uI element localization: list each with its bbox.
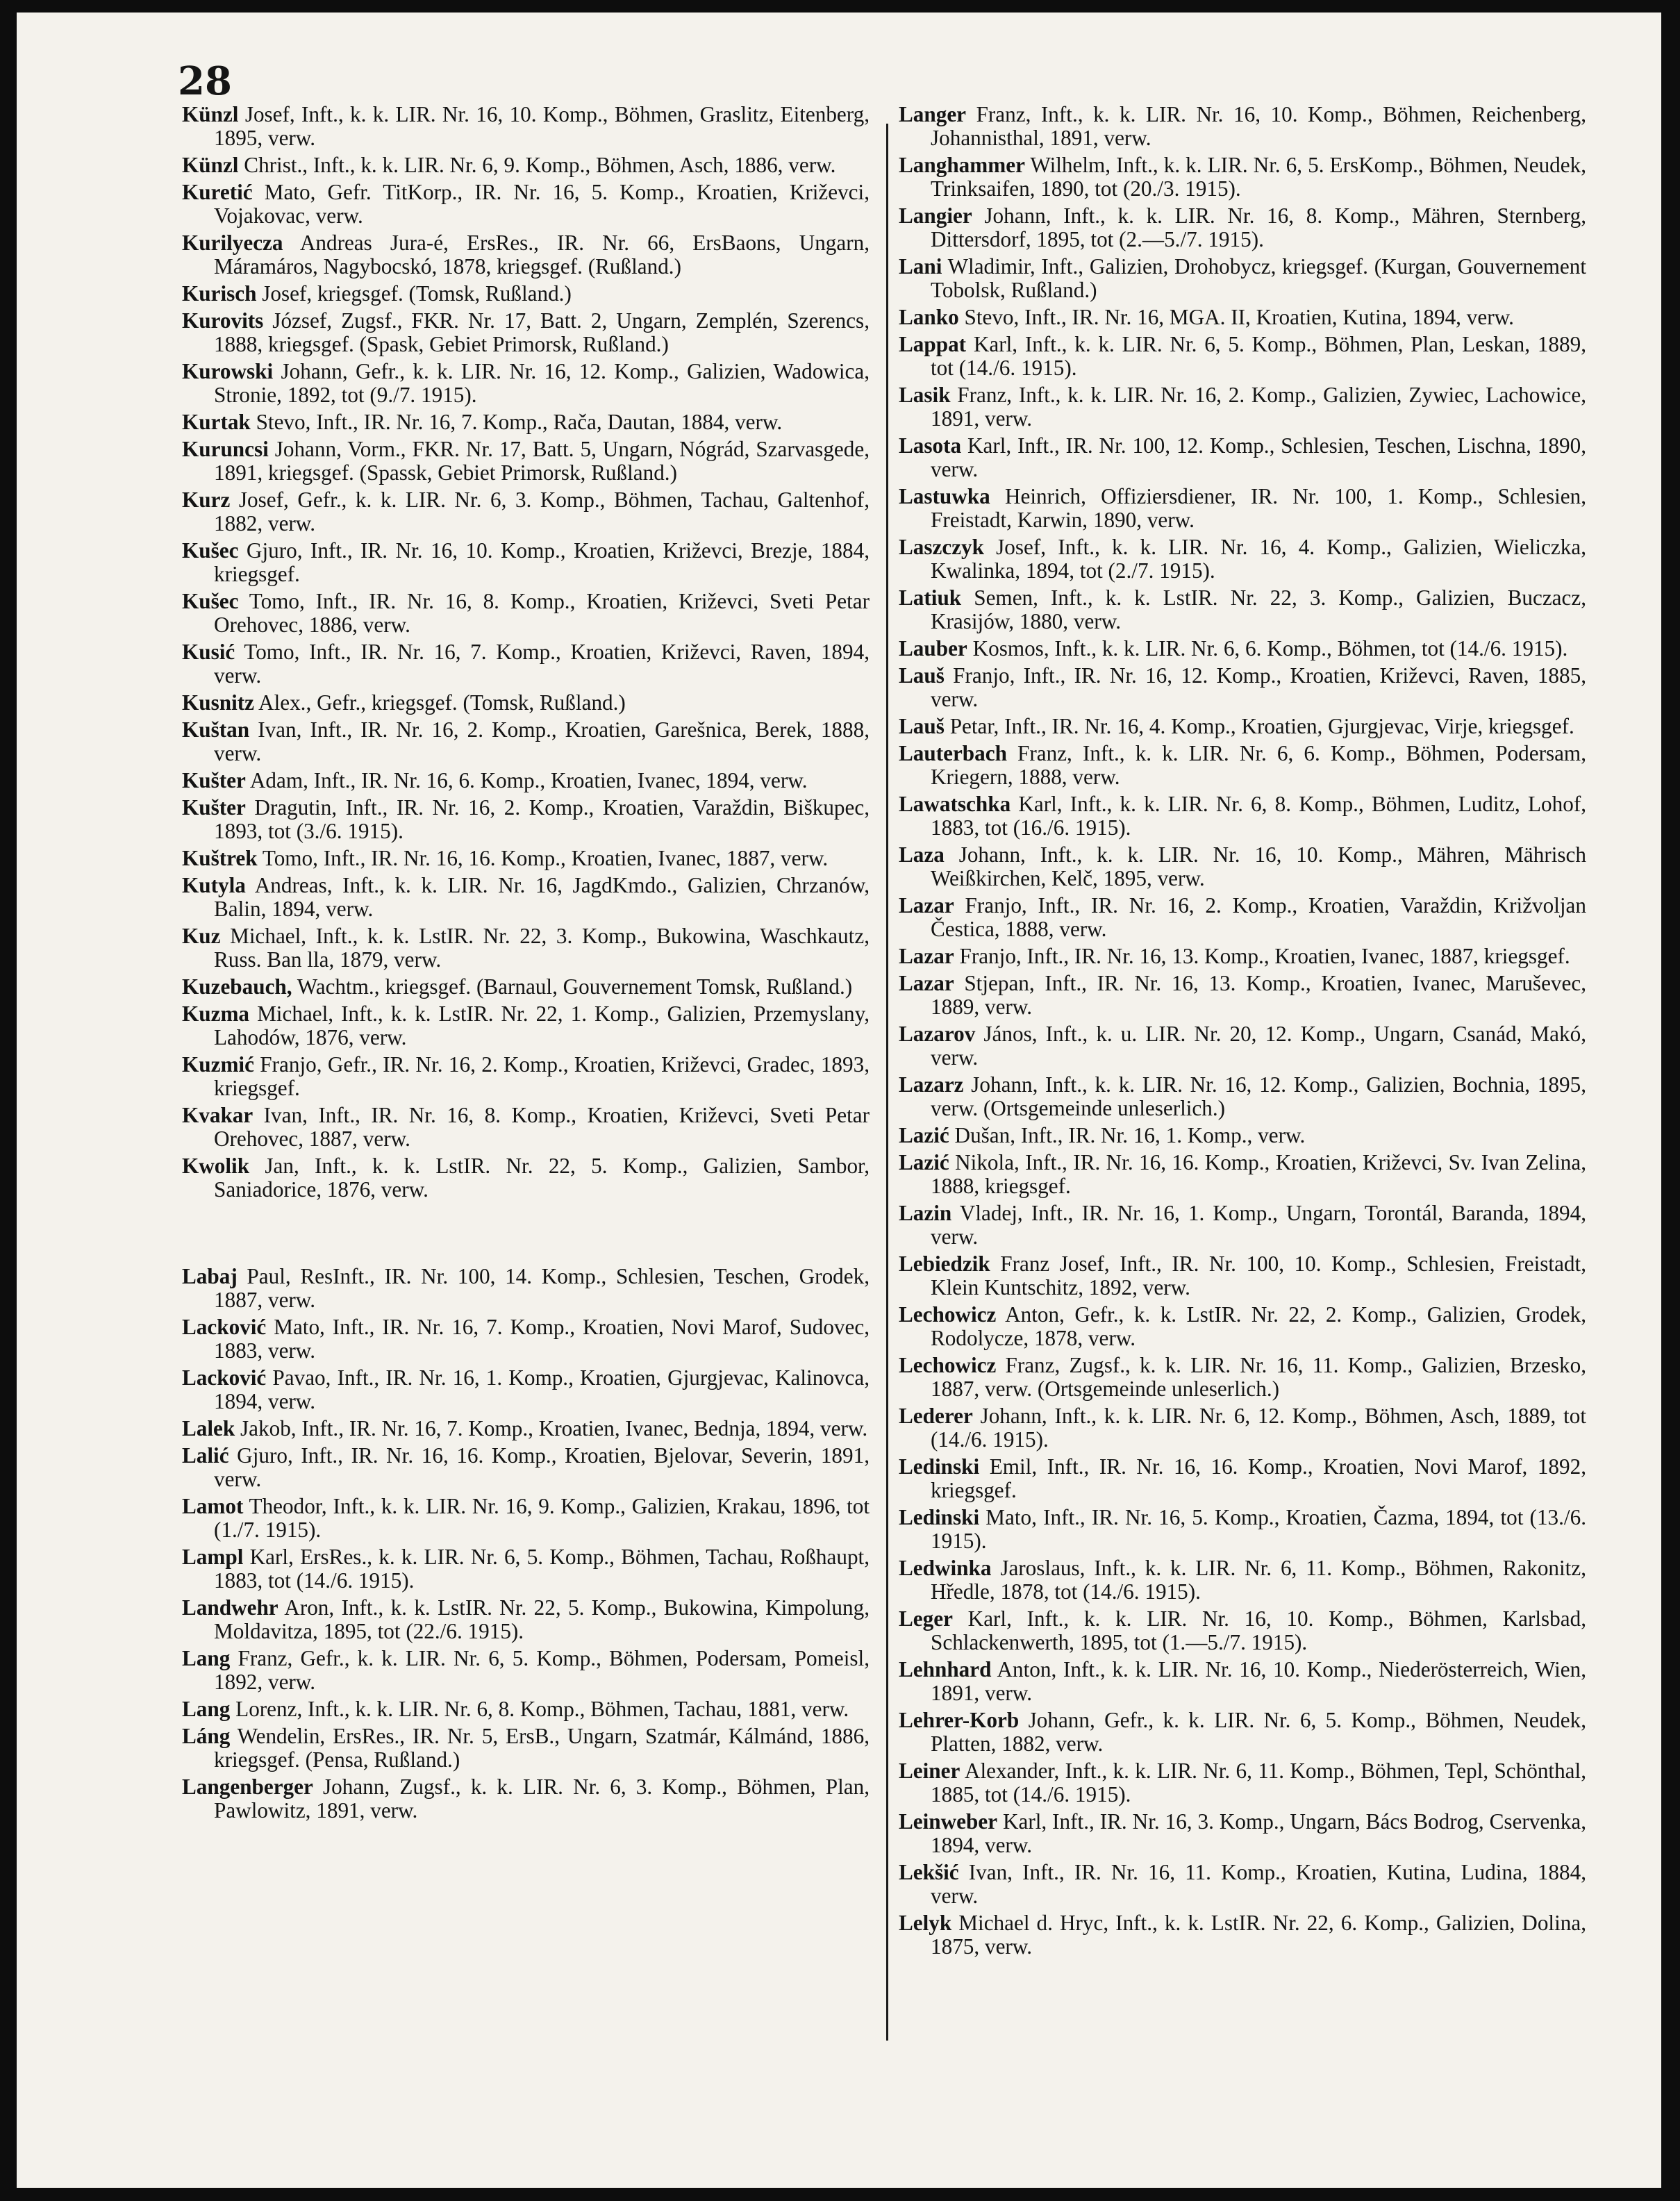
entry-details: Alex., Gefr., kriegsgef. (Tomsk, Rußland.) <box>253 690 626 715</box>
entry-details: Karl, ErsRes., k. k. LIR. Nr. 6, 5. Komp., Böhmen, Tachau, Roßhaupt, 1883, tot (14./6. 1915). <box>214 1545 870 1593</box>
casualty-entry <box>182 1053 870 1100</box>
entry-details: Jan, Inft., k. k. LstIR. Nr. 22, 5. Komp., Galizien, Sambor, Saniadorice, 1876, verw. <box>214 1154 870 1202</box>
entry-details: Emil, Inft., IR. Nr. 16, 16. Komp., Kroatien, Novi Marof, 1892, kriegsgef. <box>931 1454 1586 1502</box>
page <box>17 13 1661 2188</box>
entry-surname: Kwolik <box>182 1154 250 1178</box>
casualty-entry <box>899 1124 1586 1147</box>
entry-surname: Lelyk <box>899 1911 952 1935</box>
casualty-entry <box>899 586 1586 633</box>
entry-details: Stevo, Inft., IR. Nr. 16, MGA. II, Kroatien, Kutina, 1894, verw. <box>958 305 1514 329</box>
entry-details: Josef, Gefr., k. k. LIR. Nr. 6, 3. Komp., Böhmen, Tachau, Galtenhof, 1882, verw. <box>214 488 870 535</box>
entry-surname: Lazić <box>899 1150 949 1174</box>
entry-details: Stevo, Inft., IR. Nr. 16, 7. Komp., Rača, Dautan, 1884, verw. <box>250 410 783 434</box>
page-number: 28 <box>178 58 232 104</box>
casualty-entry <box>899 945 1586 968</box>
entry-surname: Leiner <box>899 1759 960 1783</box>
entry-surname: Laza <box>899 842 945 867</box>
entry-details: Johann, Vorm., FKR. Nr. 17, Batt. 5, Ungarn, Nógrád, Szarvasgede, 1891, kriegsgef. (Spassk, Gebiet Primorsk, Rußland.) <box>214 437 870 485</box>
entry-surname: Lanko <box>899 305 959 329</box>
entry-details: Christ., Inft., k. k. LIR. Nr. 6, 9. Komp., Böhmen, Asch, 1886, verw. <box>238 153 836 177</box>
entry-details: Josef, Inft., k. k. LIR. Nr. 16, 4. Komp., Galizien, Wieliczka, Kwalinka, 1894, tot (2./7. 1915). <box>931 535 1586 583</box>
casualty-entry <box>182 1725 870 1772</box>
entry-surname: Kurowski <box>182 359 274 383</box>
entry-details: Josef, Inft., k. k. LIR. Nr. 16, 10. Komp., Böhmen, Graslitz, Eitenberg, 1895, verw. <box>214 102 870 150</box>
entry-details: Anton, Inft., k. k. LIR. Nr. 16, 10. Komp., Niederösterreich, Wien, 1891, verw. <box>931 1657 1586 1705</box>
entry-surname: Kurtak <box>182 410 251 434</box>
casualty-entry <box>899 843 1586 890</box>
entry-surname: Leger <box>899 1606 953 1631</box>
casualty-entry <box>899 1455 1586 1502</box>
entry-surname: Langenberger <box>182 1775 313 1799</box>
entry-details: Mato, Inft., IR. Nr. 16, 5. Komp., Kroatien, Čazma, 1894, tot (13./6. 1915). <box>931 1505 1586 1553</box>
casualty-entry <box>182 874 870 921</box>
entry-details: Pavao, Inft., IR. Nr. 16, 1. Komp., Kroatien, Gjurgjevac, Kalinovca, 1894, verw. <box>214 1365 870 1413</box>
entry-details: Franz, Inft., k. k. LIR. Nr. 16, 2. Komp., Galizien, Zywiec, Lachowice, 1891, verw. <box>931 383 1586 431</box>
entry-details: Lorenz, Inft., k. k. LIR. Nr. 6, 8. Komp., Böhmen, Tachau, 1881, verw. <box>230 1697 849 1721</box>
entry-surname: Lauterbach <box>899 741 1007 765</box>
entry-details: Wachtm., kriegsgef. (Barnaul, Gouvernement Tomsk, Rußland.) <box>292 974 853 999</box>
column-divider <box>886 124 888 2041</box>
entry-details: Franz, Gefr., k. k. LIR. Nr. 6, 5. Komp., Böhmen, Podersam, Pomeisl, 1892, verw. <box>214 1646 870 1694</box>
entry-details: Michael, Inft., k. k. LstIR. Nr. 22, 1. Komp., Galizien, Przemyslany, Lahodów, 1876, verw. <box>214 1002 870 1049</box>
casualty-entry <box>899 1861 1586 1908</box>
casualty-entry <box>899 1658 1586 1705</box>
entry-surname: Leinweber <box>899 1809 998 1834</box>
casualty-entry <box>899 664 1586 711</box>
entry-surname: Lazarov <box>899 1022 976 1046</box>
casualty-entry <box>899 1354 1586 1401</box>
entry-surname: Lani <box>899 254 942 279</box>
entry-surname: Langier <box>899 204 972 228</box>
casualty-entry <box>899 1022 1586 1070</box>
entry-surname: Kurisch <box>182 281 257 306</box>
entry-surname: Landwehr <box>182 1595 278 1620</box>
casualty-entry <box>182 1417 870 1440</box>
casualty-entry <box>899 792 1586 840</box>
casualty-entry <box>182 590 870 637</box>
entry-details: Franz, Zugsf., k. k. LIR. Nr. 16, 11. Komp., Galizien, Brzesko, 1887, verw. (Ortsgemeinde unleserlich.) <box>931 1353 1586 1401</box>
casualty-entry <box>182 103 870 150</box>
casualty-entry <box>182 1596 870 1643</box>
entry-surname: Lalić <box>182 1443 229 1468</box>
casualty-entry <box>182 360 870 407</box>
entry-details: Wendelin, ErsRes., IR. Nr. 5, ErsB., Ungarn, Szatmár, Kálmánd, 1886, kriegsgef. (Pensa, Rußland.) <box>214 1724 870 1772</box>
casualty-entry <box>182 410 870 434</box>
entry-details: Dušan, Inft., IR. Nr. 16, 1. Komp., verw. <box>949 1123 1306 1147</box>
entry-details: Johann, Inft., k. k. LIR. Nr. 6, 12. Komp., Böhmen, Asch, 1889, tot (14./6. 1915). <box>931 1404 1586 1452</box>
casualty-entry <box>182 153 870 177</box>
entry-surname: Lacković <box>182 1365 267 1390</box>
entry-surname: Lazarz <box>899 1072 964 1097</box>
entry-details: Ivan, Inft., IR. Nr. 16, 11. Komp., Kroatien, Kutina, Ludina, 1884, verw. <box>931 1860 1586 1908</box>
casualty-entry <box>182 539 870 586</box>
entry-details: Vladej, Inft., IR. Nr. 16, 1. Komp., Ungarn, Torontál, Baranda, 1894, verw. <box>931 1201 1586 1249</box>
entry-details: Franjo, Inft., IR. Nr. 16, 2. Komp., Kroatien, Varaždin, Križvoljan Čestica, 1888, verw. <box>931 893 1586 941</box>
casualty-entry <box>899 485 1586 532</box>
entry-details: Karl, Inft., k. k. LIR. Nr. 6, 5. Komp., Böhmen, Plan, Leskan, 1889, tot (14./6. 1915). <box>931 332 1586 380</box>
entry-surname: Langer <box>899 102 967 126</box>
casualty-entry <box>899 1303 1586 1350</box>
entry-details: Johann, Inft., k. k. LIR. Nr. 16, 8. Komp., Mähren, Sternberg, Dittersdorf, 1895, tot (2.—5./7. 1915). <box>931 204 1586 251</box>
entry-details: Karl, Inft., IR. Nr. 16, 3. Komp., Ungarn, Bács Bodrog, Cservenka, 1894, verw. <box>931 1809 1586 1857</box>
casualty-entry <box>899 1607 1586 1654</box>
entry-surname: Lacković <box>182 1315 267 1339</box>
casualty-entry <box>899 153 1586 201</box>
entry-surname: Lazar <box>899 944 954 968</box>
entry-surname: Lang <box>182 1697 231 1721</box>
entry-surname: Kuštan <box>182 717 250 742</box>
casualty-entry <box>899 1073 1586 1120</box>
entry-surname: Künzl <box>182 102 239 126</box>
entry-details: Paul, ResInft., IR. Nr. 100, 14. Komp., Schlesien, Teschen, Grodek, 1887, verw. <box>214 1264 870 1312</box>
entry-surname: Lehnhard <box>899 1657 992 1681</box>
entry-details: Johann, Inft., k. k. LIR. Nr. 16, 12. Komp., Galizien, Bochnia, 1895, verw. (Ortsgemeinde unleserlich.) <box>931 1072 1586 1120</box>
entry-surname: Lasota <box>899 433 962 458</box>
casualty-entry <box>182 231 870 279</box>
entry-surname: Kusnitz <box>182 690 254 715</box>
entry-surname: Langhammer <box>899 153 1025 177</box>
entry-details: Anton, Gefr., k. k. LstIR. Nr. 22, 2. Komp., Galizien, Grodek, Rodolycze, 1878, verw. <box>931 1302 1586 1350</box>
entry-surname: Lazar <box>899 971 954 995</box>
entry-surname: Lauber <box>899 636 967 661</box>
entry-surname: Kušec <box>182 589 239 613</box>
entry-details: Gjuro, Inft., IR. Nr. 16, 16. Komp., Kroatien, Bjelovar, Severin, 1891, verw. <box>214 1443 870 1491</box>
entry-surname: Labaj <box>182 1264 238 1288</box>
entry-details: Wilhelm, Inft., k. k. LIR. Nr. 6, 5. ErsKomp., Böhmen, Neudek, Trinksaifen, 1890, tot (20./3. 1915). <box>931 153 1586 201</box>
casualty-entry <box>182 181 870 228</box>
entry-details: Mato, Inft., IR. Nr. 16, 7. Komp., Kroatien, Novi Marof, Sudovec, 1883, verw. <box>214 1315 870 1363</box>
entry-surname: Lechowicz <box>899 1302 997 1327</box>
entry-surname: Lasik <box>899 383 951 407</box>
entry-surname: Kurovits <box>182 308 264 333</box>
casualty-entry <box>899 204 1586 251</box>
entry-surname: Laszczyk <box>899 535 984 559</box>
casualty-entry <box>182 438 870 485</box>
casualty-entry <box>182 769 870 792</box>
entry-details: Franjo, Inft., IR. Nr. 16, 12. Komp., Kroatien, Križevci, Raven, 1885, verw. <box>931 663 1586 711</box>
entry-details: Johann, Zugsf., k. k. LIR. Nr. 6, 3. Komp., Böhmen, Plan, Pawlowitz, 1891, verw. <box>214 1775 870 1822</box>
casualty-entry <box>182 1154 870 1202</box>
casualty-entry <box>899 535 1586 583</box>
casualty-entry <box>182 1104 870 1151</box>
casualty-entry <box>899 1556 1586 1604</box>
entry-details: József, Zugsf., FKR. Nr. 17, Batt. 2, Ungarn, Zemplén, Szerencs, 1888, kriegsgef. (Spask, Gebiet Primorsk, Rußland.) <box>214 308 870 356</box>
casualty-entry <box>182 282 870 306</box>
entry-surname: Kuštrek <box>182 846 258 870</box>
casualty-entry <box>182 1315 870 1363</box>
casualty-entry <box>182 924 870 972</box>
casualty-entry <box>182 1002 870 1049</box>
casualty-entry <box>899 1709 1586 1756</box>
entry-details: Franz, Inft., k. k. LIR. Nr. 16, 10. Komp., Böhmen, Reichenberg, Johannisthal, 1891, verw. <box>931 102 1586 150</box>
entry-surname: Kuz <box>182 924 221 948</box>
entry-details: Aron, Inft., k. k. LstIR. Nr. 22, 5. Komp., Bukowina, Kimpolung, Moldavitza, 1895, tot (22./6. 1915). <box>214 1595 870 1643</box>
casualty-entry <box>899 255 1586 302</box>
entry-details: Josef, kriegsgef. (Tomsk, Rußland.) <box>256 281 572 306</box>
entry-details: Karl, Inft., IR. Nr. 100, 12. Komp., Schlesien, Teschen, Lischna, 1890, verw. <box>931 433 1586 481</box>
entry-surname: Ledinski <box>899 1505 980 1529</box>
casualty-entry <box>899 306 1586 329</box>
casualty-entry <box>182 796 870 843</box>
entry-surname: Lechowicz <box>899 1353 997 1377</box>
casualty-entry <box>182 1775 870 1822</box>
casualty-entry <box>182 1697 870 1721</box>
entry-surname: Lekšić <box>899 1860 959 1884</box>
entry-details: Tomo, Inft., IR. Nr. 16, 8. Komp., Kroatien, Križevci, Sveti Petar Orehovec, 1886, verw. <box>214 589 870 637</box>
entry-details: Stjepan, Inft., IR. Nr. 16, 13. Komp., Kroatien, Ivanec, Maruševec, 1889, verw. <box>931 971 1586 1019</box>
entry-details: Gjuro, Inft., IR. Nr. 16, 10. Komp., Kroatien, Križevci, Brezje, 1884, kriegsgef. <box>214 538 870 586</box>
entry-details: Jaroslaus, Inft., k. k. LIR. Nr. 6, 11. Komp., Böhmen, Rakonitz, Hředle, 1878, tot (14./6. 1915). <box>931 1556 1586 1604</box>
entry-surname: Lalek <box>182 1416 235 1440</box>
casualty-entry <box>899 972 1586 1019</box>
entry-surname: Lazin <box>899 1201 952 1225</box>
entry-details: Michael d. Hryc, Inft., k. k. LstIR. Nr. 22, 6. Komp., Galizien, Dolina, 1875, verw. <box>931 1911 1586 1959</box>
entry-surname: Kuretić <box>182 180 253 204</box>
entry-details: Franjo, Inft., IR. Nr. 16, 13. Komp., Kroatien, Ivanec, 1887, kriegsgef. <box>954 944 1570 968</box>
entry-details: Andreas Jura-é, ErsRes., IR. Nr. 66, ErsBaons, Ungarn, Máramáros, Nagybocskó, 1878, kriegsgef. (Rußland.) <box>214 231 870 279</box>
casualty-entry <box>899 1252 1586 1299</box>
entry-details: Franz, Inft., k. k. LIR. Nr. 6, 6. Komp., Böhmen, Podersam, Kriegern, 1888, verw. <box>931 741 1586 789</box>
entry-surname: Lang <box>182 1646 231 1670</box>
entry-details: Heinrich, Offiziersdiener, IR. Nr. 100, 1. Komp., Schlesien, Freistadt, Karwin, 1890, verw. <box>931 484 1586 532</box>
entry-details: Michael, Inft., k. k. LstIR. Nr. 22, 3. Komp., Bukowina, Waschkautz, Russ. Ban lla, 1879, verw. <box>214 924 870 972</box>
entry-details: Karl, Inft., k. k. LIR. Nr. 16, 10. Komp., Böhmen, Karlsbad, Schlackenwerth, 1895, tot (1.—5./7. 1915). <box>931 1606 1586 1654</box>
casualty-entry <box>899 103 1586 150</box>
entry-surname: Ledinski <box>899 1454 980 1479</box>
entry-details: Petar, Inft., IR. Nr. 16, 4. Komp., Kroatien, Gjurgjevac, Virje, kriegsgef. <box>944 714 1574 738</box>
casualty-entry <box>182 1444 870 1491</box>
entry-surname: Lederer <box>899 1404 973 1428</box>
entry-surname: Lappat <box>899 332 967 356</box>
casualty-entry <box>182 1647 870 1694</box>
entry-details: Andreas, Inft., k. k. LIR. Nr. 16, JagdKmdo., Galizien, Chrzanów, Balin, 1894, verw. <box>214 873 870 921</box>
casualty-entry <box>899 1404 1586 1452</box>
entry-details: Wladimir, Inft., Galizien, Drohobycz, kriegsgef. (Kurgan, Gouvernement Tobolsk, Rußland.) <box>931 254 1586 302</box>
entry-details: Kosmos, Inft., k. k. LIR. Nr. 6, 6. Komp., Böhmen, tot (14./6. 1915). <box>967 636 1568 661</box>
casualty-entry <box>182 975 870 999</box>
entry-details: Tomo, Inft., IR. Nr. 16, 16. Komp., Kroatien, Ivanec, 1887, verw. <box>257 846 829 870</box>
entry-surname: Kušter <box>182 768 246 792</box>
entry-surname: Kvakar <box>182 1103 253 1127</box>
casualty-entry <box>182 718 870 765</box>
left-column <box>182 103 870 1826</box>
entry-details: Franz Josef, Inft., IR. Nr. 100, 10. Komp., Schlesien, Freistadt, Klein Kuntschitz, 1892, verw. <box>931 1252 1586 1299</box>
entry-details: Jakob, Inft., IR. Nr. 16, 7. Komp., Kroatien, Ivanec, Bednja, 1894, verw. <box>235 1416 868 1440</box>
casualty-entry <box>182 1265 870 1312</box>
casualty-entry <box>182 309 870 356</box>
entry-surname: Kuzma <box>182 1002 250 1026</box>
right-column <box>899 103 1586 1962</box>
entry-details: Alexander, Inft., k. k. LIR. Nr. 6, 11. Komp., Böhmen, Tepl, Schönthal, 1885, tot (14./6. 1915). <box>931 1759 1586 1807</box>
entry-surname: Láng <box>182 1724 231 1748</box>
entry-details: Nikola, Inft., IR. Nr. 16, 16. Komp., Kroatien, Križevci, Sv. Ivan Zelina, 1888, kriegsgef. <box>931 1150 1586 1198</box>
entry-details: Ivan, Inft., IR. Nr. 16, 2. Komp., Kroatien, Garešnica, Berek, 1888, verw. <box>214 717 870 765</box>
casualty-entry <box>182 691 870 715</box>
entry-surname: Kuzebauch, <box>182 974 292 999</box>
entry-surname: Lazić <box>899 1123 949 1147</box>
casualty-entry <box>899 742 1586 789</box>
entry-surname: Lehrer-Korb <box>899 1708 1020 1732</box>
entry-details: Mato, Gefr. TitKorp., IR. Nr. 16, 5. Komp., Kroatien, Križevci, Vojakovac, verw. <box>214 180 870 228</box>
casualty-entry <box>899 434 1586 481</box>
casualty-entry <box>899 1911 1586 1959</box>
casualty-entry <box>182 488 870 535</box>
casualty-entry <box>182 1366 870 1413</box>
entry-surname: Kusić <box>182 640 235 664</box>
entry-details: Ivan, Inft., IR. Nr. 16, 8. Komp., Kroatien, Križevci, Sveti Petar Orehovec, 1887, verw. <box>214 1103 870 1151</box>
entry-details: János, Inft., k. u. LIR. Nr. 20, 12. Komp., Ungarn, Csanád, Makó, verw. <box>931 1022 1586 1070</box>
entry-details: Semen, Inft., k. k. LstIR. Nr. 22, 3. Komp., Galizien, Buczacz, Krasijów, 1880, verw. <box>931 585 1586 633</box>
casualty-entry <box>899 1759 1586 1807</box>
entry-details: Johann, Inft., k. k. LIR. Nr. 16, 10. Komp., Mähren, Mährisch Weißkirchen, Kelč, 1895, verw. <box>931 842 1586 890</box>
entry-details: Franjo, Gefr., IR. Nr. 16, 2. Komp., Kroatien, Križevci, Gradec, 1893, kriegsgef. <box>214 1052 870 1100</box>
casualty-entry <box>899 637 1586 661</box>
casualty-entry <box>182 847 870 870</box>
entry-surname: Lastuwka <box>899 484 990 508</box>
casualty-entry <box>899 1810 1586 1857</box>
casualty-entry <box>182 640 870 688</box>
entry-details: Dragutin, Inft., IR. Nr. 16, 2. Komp., Kroatien, Varaždin, Biškupec, 1893, tot (3./6. 1915). <box>214 795 870 843</box>
entry-surname: Lawatschka <box>899 792 1011 816</box>
entry-surname: Lauš <box>899 714 945 738</box>
casualty-entry <box>899 715 1586 738</box>
casualty-entry <box>899 383 1586 431</box>
entry-surname: Lazar <box>899 893 954 917</box>
entry-surname: Ledwinka <box>899 1556 992 1580</box>
casualty-entry <box>899 1202 1586 1249</box>
casualty-entry <box>899 333 1586 380</box>
entry-details: Johann, Gefr., k. k. LIR. Nr. 16, 12. Komp., Galizien, Wadowica, Stronie, 1892, tot (9./7. 1915). <box>214 359 870 407</box>
entry-surname: Kuruncsi <box>182 437 269 461</box>
entry-surname: Künzl <box>182 153 239 177</box>
casualty-entry <box>899 894 1586 941</box>
entry-surname: Kušec <box>182 538 239 563</box>
entry-surname: Latiuk <box>899 585 962 610</box>
entry-surname: Kutyla <box>182 873 246 897</box>
casualty-entry <box>182 1545 870 1593</box>
entry-surname: Kurz <box>182 488 231 512</box>
entry-details: Adam, Inft., IR. Nr. 16, 6. Komp., Kroatien, Ivanec, 1894, verw. <box>245 768 808 792</box>
casualty-entry <box>182 1495 870 1542</box>
entry-surname: Kušter <box>182 795 246 820</box>
entry-surname: Lebiedzik <box>899 1252 990 1276</box>
entry-details: Johann, Gefr., k. k. LIR. Nr. 6, 5. Komp., Böhmen, Neudek, Platten, 1882, verw. <box>931 1708 1586 1756</box>
entry-details: Tomo, Inft., IR. Nr. 16, 7. Komp., Kroatien, Križevci, Raven, 1894, verw. <box>214 640 870 688</box>
casualty-entry <box>899 1151 1586 1198</box>
entry-surname: Kurilyecza <box>182 231 283 255</box>
section-gap <box>182 1205 870 1265</box>
entry-details: Karl, Inft., k. k. LIR. Nr. 6, 8. Komp., Böhmen, Luditz, Lohof, 1883, tot (16./6. 1915). <box>931 792 1586 840</box>
entry-details: Theodor, Inft., k. k. LIR. Nr. 16, 9. Komp., Galizien, Krakau, 1896, tot (1./7. 1915). <box>214 1494 870 1542</box>
entry-surname: Lamot <box>182 1494 244 1518</box>
entry-surname: Lauš <box>899 663 945 688</box>
entry-surname: Kuzmić <box>182 1052 254 1077</box>
casualty-entry <box>899 1506 1586 1553</box>
entry-surname: Lampl <box>182 1545 244 1569</box>
